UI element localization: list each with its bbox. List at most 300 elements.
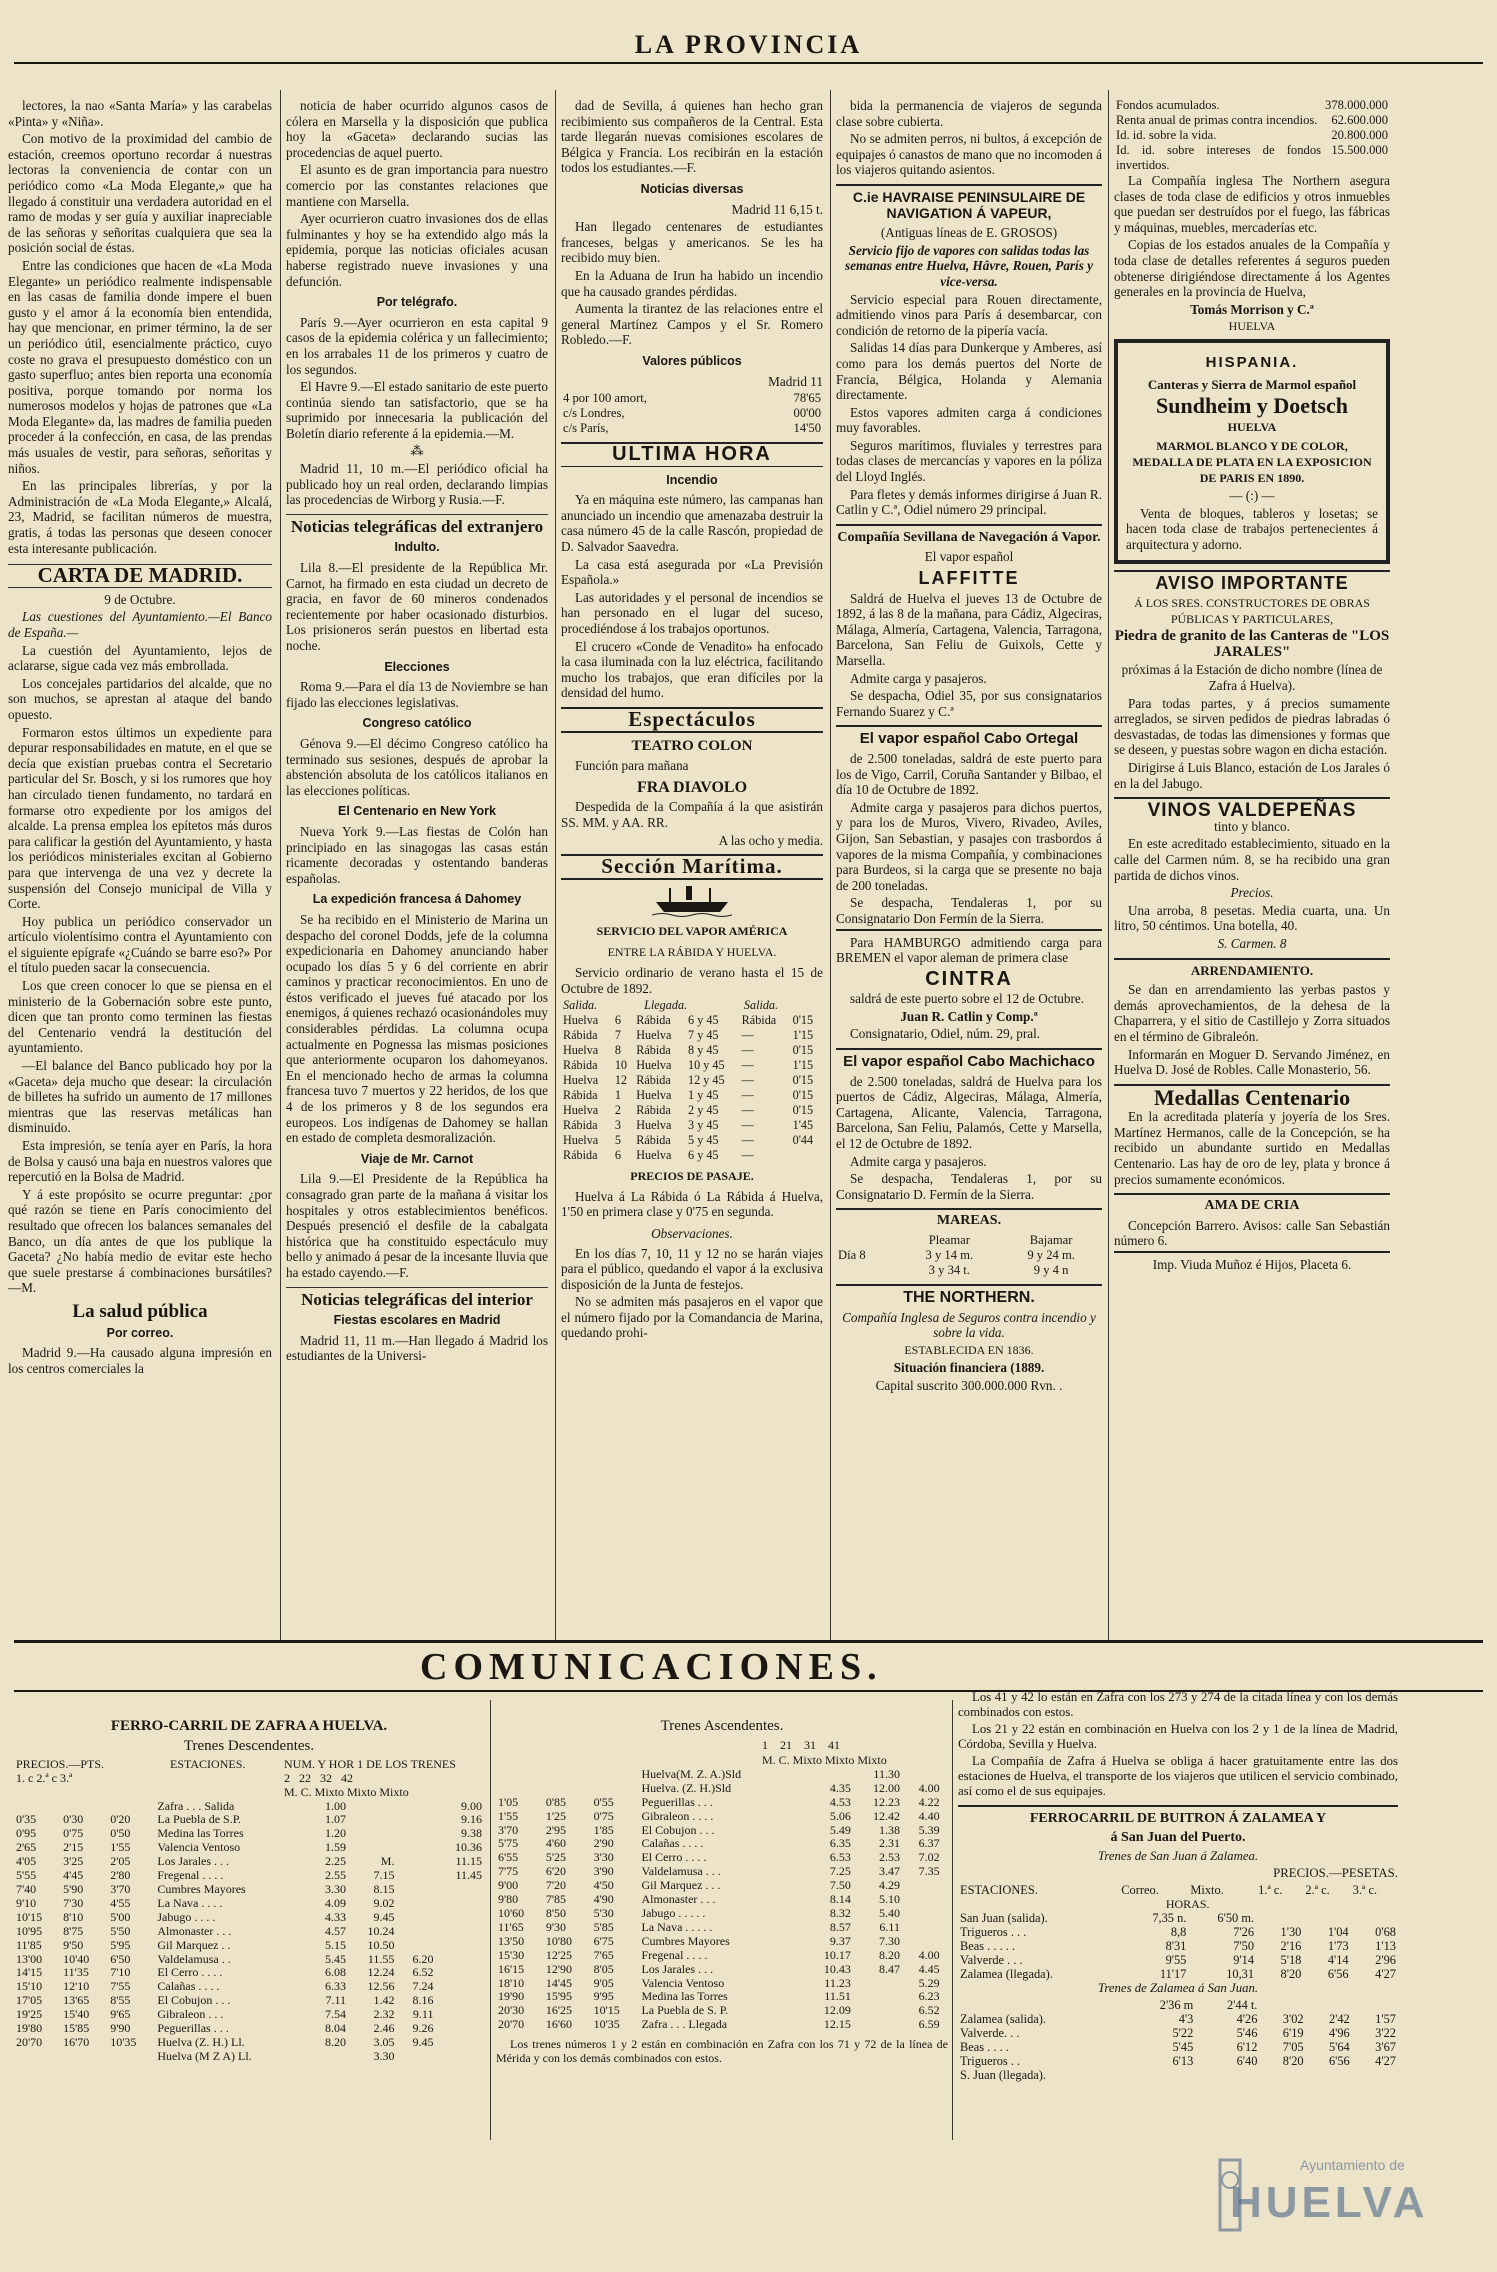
paragraph: Saldrá de Huelva el jueves 13 de Octubre de 1892, á las 8 de la mañana, para Cádiz, Algeciras, Málaga, Almería, Cartagena, Valencia, Tarragona, Barcelona, San Feliu de Guixols, Cette y Marsella. <box>836 590 1102 668</box>
table-cell: 3.05 <box>373 2034 395 2049</box>
table-cell <box>942 1963 948 1977</box>
table-cell <box>544 1768 592 1782</box>
vapor-schedule-rows <box>561 1013 823 1163</box>
table-cell <box>942 1782 948 1796</box>
table-row <box>561 406 823 421</box>
table-cell <box>592 1768 640 1782</box>
subheading: El Centenario en New York <box>338 804 496 819</box>
table-cell: 12.24 <box>367 1965 395 1980</box>
table-cell <box>396 1939 435 1953</box>
table-cell: Huelva <box>636 1148 672 1163</box>
table-cell <box>853 2004 902 2018</box>
paragraph: Despedida de la Compañía á la que asistirán SS. MM. y AA. RR. <box>561 799 823 830</box>
table-cell: 10'15 <box>16 1909 43 1924</box>
table-row <box>496 1977 948 1991</box>
table-row <box>496 1837 948 1851</box>
table-row <box>14 2008 484 2022</box>
train-number: 42 <box>341 1770 353 1785</box>
subheading: Observaciones. <box>651 1225 733 1241</box>
table-row <box>14 2050 484 2064</box>
table-cell: Rábida <box>563 1118 598 1133</box>
paragraph: Á LOS SRES. CONSTRUCTORES DE OBRAS PÚBLICAS Y PARTICULARES, <box>1134 596 1370 626</box>
table-cell: 6 y 45 <box>688 1013 719 1028</box>
table-cell: Jabugo . . . . <box>157 1909 216 1924</box>
table-cell <box>108 1800 155 1814</box>
table-cell: El Cobujon . . . <box>641 1822 715 1837</box>
table-cell: 19'90 <box>498 1989 525 2004</box>
table-cell <box>902 1879 942 1893</box>
table-cell: 4.45 <box>918 1961 940 1976</box>
stamp-wordmark: HUELVA <box>1230 2178 1429 2227</box>
table-cell: c/s Londres, <box>563 406 625 421</box>
table-cell: 2'90 <box>593 1836 614 1851</box>
subheading: La expedición francesa á Dahomey <box>312 892 522 907</box>
table-row <box>496 1768 948 1782</box>
table-cell <box>942 1879 948 1893</box>
train-types: M. C. Mixto Mixto Mixto <box>284 1784 409 1799</box>
table-cell <box>804 1768 853 1782</box>
table-cell <box>435 2008 484 2022</box>
table-cell: 15'40 <box>63 2007 90 2022</box>
table-cell: 4'60 <box>545 1836 566 1851</box>
subheading: Trenes Ascendentes. <box>660 1718 784 1734</box>
column-3 <box>561 98 823 1638</box>
table-row <box>1114 143 1390 173</box>
table-cell: 4'96 <box>1328 2026 1350 2040</box>
table-cell <box>1256 1897 1398 1911</box>
table-cell: Trigueros . . <box>960 2054 1021 2068</box>
table-header: 1. c 2.ª c 3.ª <box>16 1770 73 1785</box>
table-cell <box>958 1897 1119 1911</box>
table-row <box>561 1028 823 1043</box>
table-cell: 13'00 <box>16 1951 43 1966</box>
table-cell: 10.43 <box>823 1961 851 1976</box>
table-row <box>958 1911 1398 1925</box>
table-row <box>496 1949 948 1963</box>
table-cell: Gibraleon . . . . <box>641 1808 714 1823</box>
paragraph: Función para mañana <box>575 758 689 774</box>
table-cell: 5'75 <box>498 1836 519 1851</box>
column-5 <box>1114 98 1390 1638</box>
firm-name: Sundheim y Doetsch <box>1156 393 1348 419</box>
table-row <box>958 1967 1398 1981</box>
table-cell: 1'30 <box>1280 1925 1302 1939</box>
table-row <box>496 1824 948 1838</box>
table-cell: 3.30 <box>373 2048 395 2063</box>
table-cell: 7'10 <box>110 1965 131 1980</box>
table-row <box>958 1953 1398 1967</box>
paragraph: noticia de haber ocurrido algunos casos de cólera en Marsella y la disposición que publica hoy la «Gaceta» declarando sucias las procedencias de aquel puerto. <box>286 98 548 160</box>
dateline: 9 de Octubre. <box>104 591 176 607</box>
table-cell: 5'45 <box>1172 2040 1194 2054</box>
paragraph: Para fletes y demás informes dirigirse á Juan R. Catlin y C.ª, Odiel número 29 principal. <box>836 486 1102 518</box>
table-cell <box>1195 2068 1259 2082</box>
table-cell: 4.00 <box>918 1947 940 1962</box>
paragraph: Admite carga y pasajeros. <box>850 670 987 686</box>
table-cell: 78'65 <box>793 391 821 406</box>
table-cell: — <box>741 1148 754 1163</box>
table-cell: 2.53 <box>878 1850 900 1865</box>
table-cell: 12'10 <box>63 1979 90 1994</box>
table-cell: — <box>741 1073 754 1088</box>
table-cell: 3 y 45 <box>688 1118 719 1133</box>
table-cell: 13'50 <box>498 1933 525 1948</box>
table-cell: 2'15 <box>63 1840 84 1855</box>
table-cell: El Cerro . . . . <box>157 1965 223 1980</box>
subheading: Trenes Descendentes. <box>183 1737 315 1754</box>
table-row <box>958 2012 1398 2026</box>
table-cell: 1'25 <box>545 1808 566 1823</box>
table-cell <box>396 2050 435 2064</box>
table-cell: 11.30 <box>873 1766 900 1781</box>
table-cell: 5'46 <box>1236 2026 1258 2040</box>
table-cell: 12'25 <box>545 1947 572 1962</box>
paragraph: bida la permanencia de viajeros de segunda clase sobre cubierta. <box>836 98 1102 129</box>
table-cell <box>396 1841 435 1855</box>
table-cell: 6.11 <box>879 1919 900 1934</box>
table-cell: 9.38 <box>461 1826 482 1841</box>
paragraph: En la acreditada platería y joyería de los Sres. Martínez Hermanos, calle de la Concepción, se ha recibido un abundante surtido en Medallas Centenario. Las hay de oro de ley, plata y bronce á precios sumamente económicos. <box>1114 1109 1390 1187</box>
table-cell: 2'05 <box>110 1854 131 1869</box>
table-cell: 19'25 <box>16 2007 43 2022</box>
table-cell <box>396 1869 435 1883</box>
table-cell: 4.53 <box>829 1794 851 1809</box>
table-cell: 11.15 <box>455 1854 482 1869</box>
table-cell: 5'18 <box>1280 1953 1302 1967</box>
table-row <box>496 2018 948 2032</box>
table-cell: — <box>741 1103 754 1118</box>
table-cell: Almonaster . . . <box>157 1923 232 1938</box>
table-row <box>1114 113 1390 128</box>
column-rule <box>830 90 831 1640</box>
table-cell: — <box>741 1043 754 1058</box>
table-cell <box>396 1827 435 1841</box>
table-row <box>958 1939 1398 1953</box>
table-cell: 8'55 <box>110 1993 131 2008</box>
table-cell: 0'75 <box>593 1808 614 1823</box>
table-cell: 6.23 <box>918 1989 940 2004</box>
table-row <box>14 1800 484 1814</box>
table-cell <box>902 1907 942 1921</box>
paragraph: Se ha recibido en el Ministerio de Marina un despacho del coronel Dodds, jefe de la columna expedicionaria en Dahomey anunciando haber ocupado los días 5 y 6 del corriente en abrir caminos y practicar reconocimientos. En uno de éstos verificado el jueves fué atacado por los enemigos, á quienes rechazó ocasionándoles muy considerables pérdidas. La columna ocupa actualmente en Pognessa las mismas posiciones que anteriormente ocuparon los dahomeyanos. En el mencionado hecho de armas la columna francesa tuvo 7 muertos y 22 heridos, de los que 4 de los primeros y 8 de los segundos era europeos. Los indígenas de Dahomey se hallan en estado de completa desmoralización. <box>286 911 548 1146</box>
table-cell: 1'55 <box>110 1840 131 1855</box>
table-cell <box>1352 1998 1398 2012</box>
table-cell: 1'04 <box>1327 1925 1349 1939</box>
table-cell <box>836 1233 898 1248</box>
table-cell: 6.53 <box>829 1850 851 1865</box>
paragraph: Para HAMBURGO admitiendo carga para BREMEN el vapor aleman de primera clase <box>836 929 1102 966</box>
table-cell: El Cobujon . . . <box>157 1993 231 2008</box>
table-cell: 11.45 <box>455 1868 482 1883</box>
table-cell: Almonaster . . . <box>641 1892 716 1907</box>
table-cell: Fregenal . . . . <box>157 1868 224 1883</box>
table-cell: 3.30 <box>325 1881 347 1896</box>
ad-title: C.ie HAVRAISE PENINSULAIRE DE NAVIGATION Á VAPEUR, <box>836 184 1102 221</box>
table-row <box>561 1118 823 1133</box>
table-cell <box>544 1782 592 1796</box>
table-cell: 5'30 <box>593 1905 614 1920</box>
table-row <box>561 391 823 406</box>
table-cell: 00'00 <box>793 406 821 421</box>
table-row <box>496 1935 948 1949</box>
paragraph: HUELVA <box>1228 319 1276 334</box>
paragraph: Han llegado centenares de estudiantes franceses, belgas y americanos. Se les ha recibido muy bien. <box>561 219 823 266</box>
table-cell: 7'65 <box>593 1947 614 1962</box>
table-cell: Rábida <box>563 1058 598 1073</box>
table-cell <box>496 1768 544 1782</box>
table-row <box>496 1738 948 1768</box>
table-cell: 12.56 <box>367 1979 395 1994</box>
table-cell: 14'45 <box>545 1975 572 1990</box>
column-1 <box>8 98 272 1638</box>
table-cell <box>396 1800 435 1814</box>
table-cell: 1'85 <box>593 1822 614 1837</box>
paragraph: lectores, la nao «Santa María» y las carabelas «Pinta» y «Niña». <box>8 98 272 129</box>
table-cell: 4.22 <box>918 1794 940 1809</box>
table-cell: 6'56 <box>1328 2054 1350 2068</box>
column-rule <box>280 90 281 1640</box>
table-cell: 16'15 <box>498 1961 525 1976</box>
table-cell <box>1352 2068 1398 2082</box>
table-cell: Rábida <box>636 1133 671 1148</box>
table-row <box>561 421 823 436</box>
table-cell: 4.40 <box>918 1808 940 1823</box>
table-cell: 1'57 <box>1375 2012 1396 2026</box>
masthead-rule <box>14 62 1483 64</box>
table-cell <box>1259 2068 1305 2082</box>
subheading: Elecciones <box>384 659 450 674</box>
table-cell: Huelva <box>563 1013 599 1028</box>
table-cell: 6'56 <box>1327 1967 1349 1981</box>
table-cell: 12.42 <box>872 1808 900 1823</box>
table-cell: Gil Marquez . . <box>157 1937 231 1952</box>
paragraph: Seguros marítimos, fluviales y terrestres para todas clases de mercancías y vapores en la póliza del Lloyd Inglés. <box>836 437 1102 485</box>
table-cell <box>1000 1248 1102 1278</box>
paragraph: Estos vapores admiten carga á condiciones muy favorables. <box>836 404 1102 436</box>
subheading: TEATRO COLON <box>631 737 753 754</box>
table-cell: 7.30 <box>878 1933 900 1948</box>
subheading: ENTRE LA RÁBIDA Y HUELVA. <box>607 945 777 960</box>
table-cell <box>592 1782 640 1796</box>
table-row <box>14 1827 484 1841</box>
ad-title: El vapor español Cabo Machichaco <box>836 1048 1102 1070</box>
table-header: Salida. <box>563 998 598 1013</box>
table-row <box>14 1869 484 1883</box>
comunicaciones-banner: COMUNICACIONES. <box>420 1646 883 1688</box>
table-cell: 6 <box>614 1148 621 1163</box>
table-cell: 6.20 <box>412 1951 434 1966</box>
table-row <box>14 1994 484 2008</box>
table-cell: Zalamea (llegada). <box>960 1967 1053 1981</box>
table-row <box>958 1883 1398 1897</box>
table-cell: 7 y 45 <box>688 1028 719 1043</box>
table-cell: 14'15 <box>16 1965 43 1980</box>
table-cell: 4'55 <box>110 1895 131 1910</box>
paragraph: Salidas 14 días para Dunkerque y Amberes, así como para los demás puertos del Norte de Francia, Bélgica, Holanda y Alemania directamente. <box>836 340 1102 403</box>
table-cell: 8.14 <box>829 1892 851 1907</box>
table-cell: Rábida <box>741 1013 777 1028</box>
table-cell: Rábida <box>636 1043 671 1058</box>
table-cell: Rábida <box>636 1103 671 1118</box>
table-cell: 10'60 <box>498 1905 525 1920</box>
table-cell: 8.20 <box>878 1947 900 1962</box>
table-cell: 7'20 <box>545 1878 566 1893</box>
table-row <box>496 1796 948 1810</box>
table-cell: 10 y 45 <box>688 1058 725 1073</box>
ascendentes-rows <box>496 1768 948 2032</box>
table-row <box>561 1013 823 1028</box>
descendentes-rows <box>14 1800 484 2064</box>
table-cell: S. Juan (llegada). <box>960 2068 1047 2082</box>
paragraph: A las ocho y media. <box>718 832 823 848</box>
table-header: Mixto. <box>1190 1883 1224 1897</box>
table-cell <box>348 1800 396 1814</box>
table-cell: 9'65 <box>110 2007 131 2022</box>
table-cell: 0'55 <box>593 1794 614 1809</box>
table-cell <box>942 1865 948 1879</box>
table-row <box>561 1043 823 1058</box>
table-cell: 0'15 <box>792 1043 814 1058</box>
asterism-icon: ⁂ <box>410 443 424 459</box>
table-cell <box>942 1949 948 1963</box>
table-cell: 4'50 <box>593 1878 614 1893</box>
ad-title: Medallas Centenario <box>1114 1084 1390 1106</box>
table-cell: 14'50 <box>793 421 821 436</box>
subheading: SERVICIO DEL VAPOR AMÉRICA <box>596 923 788 938</box>
table-cell: 1'05 <box>498 1794 519 1809</box>
table-cell: 4'05 <box>16 1854 37 1869</box>
table-cell: 0'15 <box>792 1103 814 1118</box>
table-cell: 1'15 <box>792 1028 814 1043</box>
table-cell: 9.00 <box>461 1798 482 1813</box>
table-cell: Rábida <box>563 1148 598 1163</box>
table-cell: 9'14 <box>1233 1953 1255 1967</box>
table-cell: 19'80 <box>16 2021 43 2036</box>
table-cell: 12.00 <box>872 1780 900 1795</box>
table-cell <box>435 1897 484 1911</box>
table-cell: 10'35 <box>593 2017 620 2032</box>
table-cell <box>348 1813 396 1827</box>
paragraph: No se admiten más pasajeros en el vapor que el número fijado por la Comandancia de Marina, quedando prohi- <box>561 1294 823 1341</box>
table-cell: Trigueros . . . <box>960 1925 1027 1939</box>
table-cell: 4'27 <box>1375 2054 1396 2068</box>
table-row <box>496 1782 948 1796</box>
table-cell <box>435 1939 484 1953</box>
table-cell: 5.45 <box>325 1951 347 1966</box>
paragraph: Compañía Inglesa de Seguros contra incendio y sobre la vida. <box>842 1309 1096 1341</box>
table-cell: 8.57 <box>829 1919 851 1934</box>
subheading: Incendio <box>666 472 718 487</box>
table-row <box>496 1990 948 2004</box>
table-cell <box>435 2022 484 2036</box>
paragraph: tinto y blanco. <box>1214 818 1290 834</box>
table-cell: 7.35 <box>918 1864 940 1879</box>
table-row <box>836 1233 1102 1248</box>
table-row <box>958 2054 1398 2068</box>
table-cell: 15'30 <box>498 1947 525 1962</box>
table-cell: Huelva <box>563 1043 599 1058</box>
table-cell: 9'95 <box>593 1989 614 2004</box>
table-cell: 16'70 <box>63 2034 90 2049</box>
table-row <box>958 1897 1398 1911</box>
paragraph: Ya en máquina este número, las campanas han anunciado un incendio que amenazaba destruir la casa número 45 de la calle Rascón, propiedad de D. Salvador Saavedra. <box>561 492 823 555</box>
table-row <box>14 2036 484 2050</box>
table-cell: 4 por 100 amort, <box>563 391 647 406</box>
section-rule <box>14 1640 1483 1643</box>
table-cell: 2'96 <box>1375 1953 1396 1967</box>
buitron-table <box>958 1883 1398 1981</box>
table-cell: 1.00 <box>325 1798 347 1813</box>
table-cell: 7'26 <box>1233 1925 1255 1939</box>
paragraph: Copias de los estados anuales de la Compañía y toda clase de detalles referentes á seguros pueden obtenerse dirigiéndose directamente á los Agentes generales en la provincia de Huelva, <box>1114 237 1390 300</box>
ferrocarril-zafra-descendentes <box>14 1714 484 2144</box>
table-cell: 2 <box>614 1103 621 1118</box>
table-cell: Medina las Torres <box>641 1989 728 2004</box>
table-cell: 3'02 <box>1282 2012 1304 2026</box>
table-header: HORAS. <box>1165 1897 1210 1911</box>
table-cell: 18'10 <box>498 1975 525 1990</box>
table-cell: 13'65 <box>63 1993 90 2008</box>
table-row <box>14 1966 484 1980</box>
table-cell: 2 y 45 <box>688 1103 719 1118</box>
subheading: HUELVA <box>1227 419 1277 434</box>
table-cell: Huelva <box>563 1103 599 1118</box>
table-cell <box>435 1925 484 1939</box>
table-cell: 9'30 <box>545 1919 566 1934</box>
table-row <box>958 2068 1398 2082</box>
paragraph: Admite carga y pasajeros. <box>850 1153 987 1169</box>
table-cell <box>1306 1998 1352 2012</box>
table-cell: 0'30 <box>63 1812 84 1827</box>
table-row <box>14 1841 484 1855</box>
subheading: Por telégrafo. <box>376 295 458 310</box>
table-header: 1.ª c. <box>1258 1883 1283 1897</box>
steamship-icon <box>652 884 732 918</box>
paragraph: Los que creen conocer lo que se piensa en el ministerio de la Gobernación sobre este punto, dicen que tan pronto como terminen las fiestas del Centenario vendrá la destitución del ayuntamiento. <box>8 978 272 1056</box>
paragraph: Para todas partes, y á precios sumamente arreglados, se sirven pedidos de piedras labradas ó desvastadas, de todas las dimensiones y formas que se deseen, y puestas sobre wagon en dicha estación. <box>1114 695 1390 758</box>
table-cell <box>902 1921 942 1935</box>
table-header <box>760 1738 948 1768</box>
table-cell <box>1303 1911 1350 1925</box>
table-cell: Rábida <box>636 1013 671 1028</box>
table-cell: 3'70 <box>498 1822 519 1837</box>
table-cell <box>61 1800 108 1814</box>
buitron-table-return <box>958 1998 1398 2082</box>
table-cell: 7'05 <box>1282 2040 1304 2054</box>
table-row <box>958 2026 1398 2040</box>
table-cell <box>435 1994 484 2008</box>
table-cell: — <box>741 1118 754 1133</box>
table-cell <box>942 1851 948 1865</box>
table-cell: 3 y 14 m. <box>925 1248 974 1262</box>
table-row <box>561 1073 823 1088</box>
table-cell: 7 <box>614 1028 621 1043</box>
table-cell: 9'90 <box>110 2021 131 2036</box>
table-cell: 5.15 <box>325 1937 347 1952</box>
paragraph: La casa está asegurada por «La Previsión Española.» <box>561 556 823 588</box>
table-cell: 16'25 <box>545 2003 572 2018</box>
train-number: 1 <box>762 1737 768 1752</box>
fondos-table <box>1114 98 1390 173</box>
table-cell: Fondos acumulados. <box>1116 98 1220 112</box>
paragraph: Las autoridades y el personal de incendios se han personado en el lugar del suceso, procediéndose á los trabajos oportunos. <box>561 589 823 637</box>
table-cell: 12.23 <box>872 1794 900 1809</box>
table-cell: Valencia Ventoso <box>157 1840 241 1855</box>
table-row <box>14 1897 484 1911</box>
table-cell: 10 <box>614 1058 628 1073</box>
table-row <box>14 1925 484 1939</box>
paragraph: próximas á la Estación de dicho nombre (línea de Zafra á Huelva). <box>1121 662 1383 694</box>
